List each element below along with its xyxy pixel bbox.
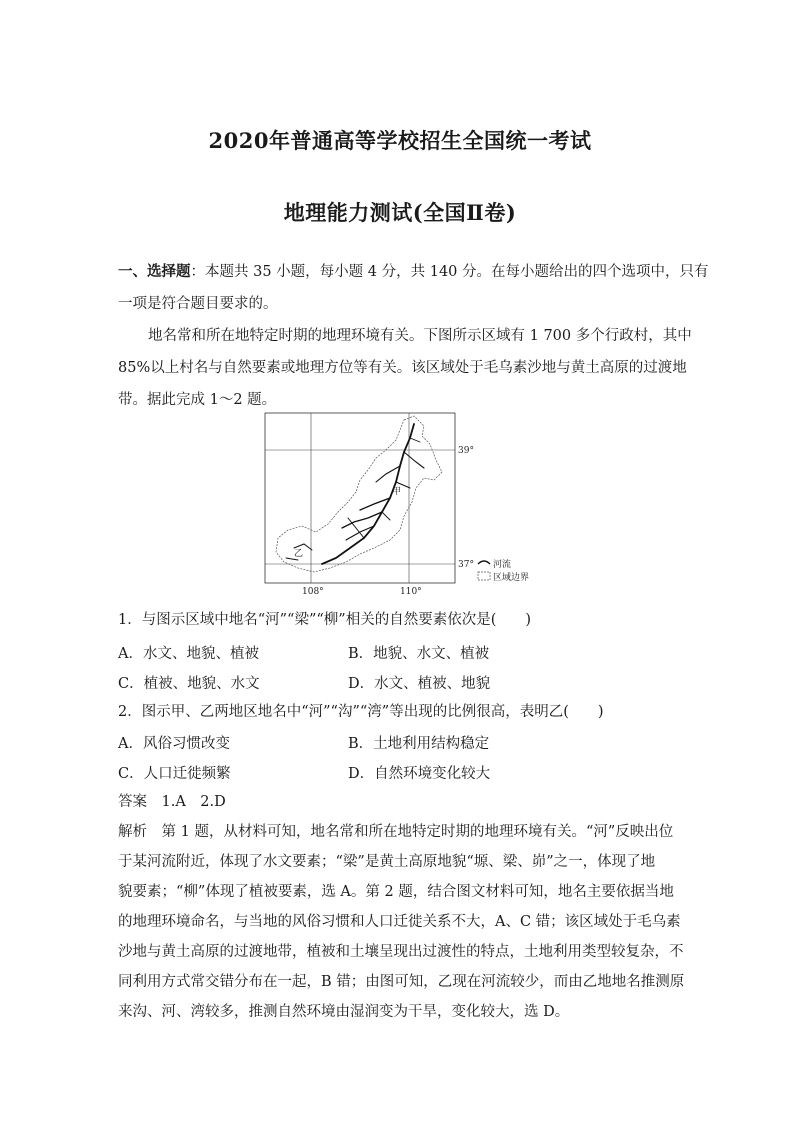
place-yi: 乙 bbox=[294, 549, 304, 559]
exam-subtitle: 地理能力测试(全国Ⅱ卷) bbox=[283, 200, 517, 225]
lon-label-108: 108° bbox=[302, 587, 324, 597]
question-1-option-d[interactable]: D．水文、植被、地貌 bbox=[348, 676, 491, 692]
exam-title: 2020年普通高等学校招生全国统一考试 bbox=[208, 128, 592, 153]
lon-label-110: 110° bbox=[400, 587, 422, 597]
question-1-stem: 1．与图示区域中地名“河”“梁”“柳”相关的自然要素依次是( ) bbox=[118, 612, 532, 628]
analysis-line: 来沟、河、湾较多，推测自然环境由湿润变为干旱，变化较大，选 D。 bbox=[118, 1004, 570, 1020]
legend-boundary-label: 区域边界 bbox=[493, 573, 530, 583]
section-heading: 一、选择题 bbox=[118, 263, 191, 280]
question-2-option-c[interactable]: C．人口迁徙频繁 bbox=[118, 766, 231, 782]
section-intro-text: ：本题共 35 小题，每小题 4 分，共 140 分。在每小题给出的四个选项中，只有 bbox=[190, 264, 709, 280]
river-network bbox=[286, 424, 424, 564]
lat-label-37: 37° bbox=[458, 560, 474, 570]
answer-line: 答案 1.A 2.D bbox=[118, 794, 226, 810]
stem-line: 带。据此完成 1～2 题。 bbox=[118, 392, 277, 408]
question-1-option-b[interactable]: B．地貌、水文、植被 bbox=[348, 646, 490, 662]
legend-river-symbol bbox=[478, 561, 490, 564]
question-2-option-d[interactable]: D．自然环境变化较大 bbox=[348, 766, 491, 782]
question-2-option-b[interactable]: B．土地利用结构稳定 bbox=[348, 736, 490, 752]
analysis-line: 同利用方式常交错分布在一起，B 错；由图可知，乙现在河流较少，而由乙地地名推测原 bbox=[118, 974, 685, 990]
analysis-line: 貌要素；“柳”体现了植被要素，选 A。第 2 题，结合图文材料可知，地名主要依据当地 bbox=[118, 884, 674, 900]
section-intro-line1 bbox=[118, 262, 709, 282]
question-2-option-a[interactable]: A．风俗习惯改变 bbox=[118, 736, 230, 752]
stem-line: 85%以上村名与自然要素或地理方位等有关。该区域处于毛乌素沙地与黄土高原的过渡地 bbox=[118, 360, 687, 376]
place-jia: 甲 bbox=[392, 487, 402, 497]
question-2-stem: 2．图示甲、乙两地区地名中“河”“沟”“湾”等出现的比例很高，表明乙( ) bbox=[118, 704, 604, 720]
section-intro-line2: 一项是符合题目要求的。 bbox=[118, 296, 278, 312]
question-1-option-a[interactable]: A．水文、地貌、植被 bbox=[118, 646, 259, 662]
region-map bbox=[264, 412, 564, 597]
analysis-line: 于某河流附近，体现了水文要素；“梁”是黄土高原地貌“塬、梁、峁”之一，体现了地 bbox=[118, 854, 656, 870]
legend-river-label: 河流 bbox=[493, 560, 512, 570]
lat-label-39: 39° bbox=[458, 446, 474, 456]
stem-line: 地名常和所在地特定时期的地理环境有关。下图所示区域有 1 700 多个行政村，其中 bbox=[148, 328, 692, 344]
legend-boundary-symbol bbox=[478, 572, 490, 580]
question-1-option-c[interactable]: C．植被、地貌、水文 bbox=[118, 676, 260, 692]
analysis-line: 解析 第 1 题，从材料可知，地名常和所在地特定时期的地理环境有关。“河”反映出位 bbox=[118, 824, 674, 840]
analysis-line: 的地理环境命名，与当地的风俗习惯和人口迁徙关系不大，A、C 错；该区域处于毛乌素 bbox=[118, 914, 681, 930]
analysis-line: 沙地与黄土高原的过渡地带，植被和土壤呈现出过渡性的特点，土地利用类型较复杂，不 bbox=[118, 944, 684, 960]
